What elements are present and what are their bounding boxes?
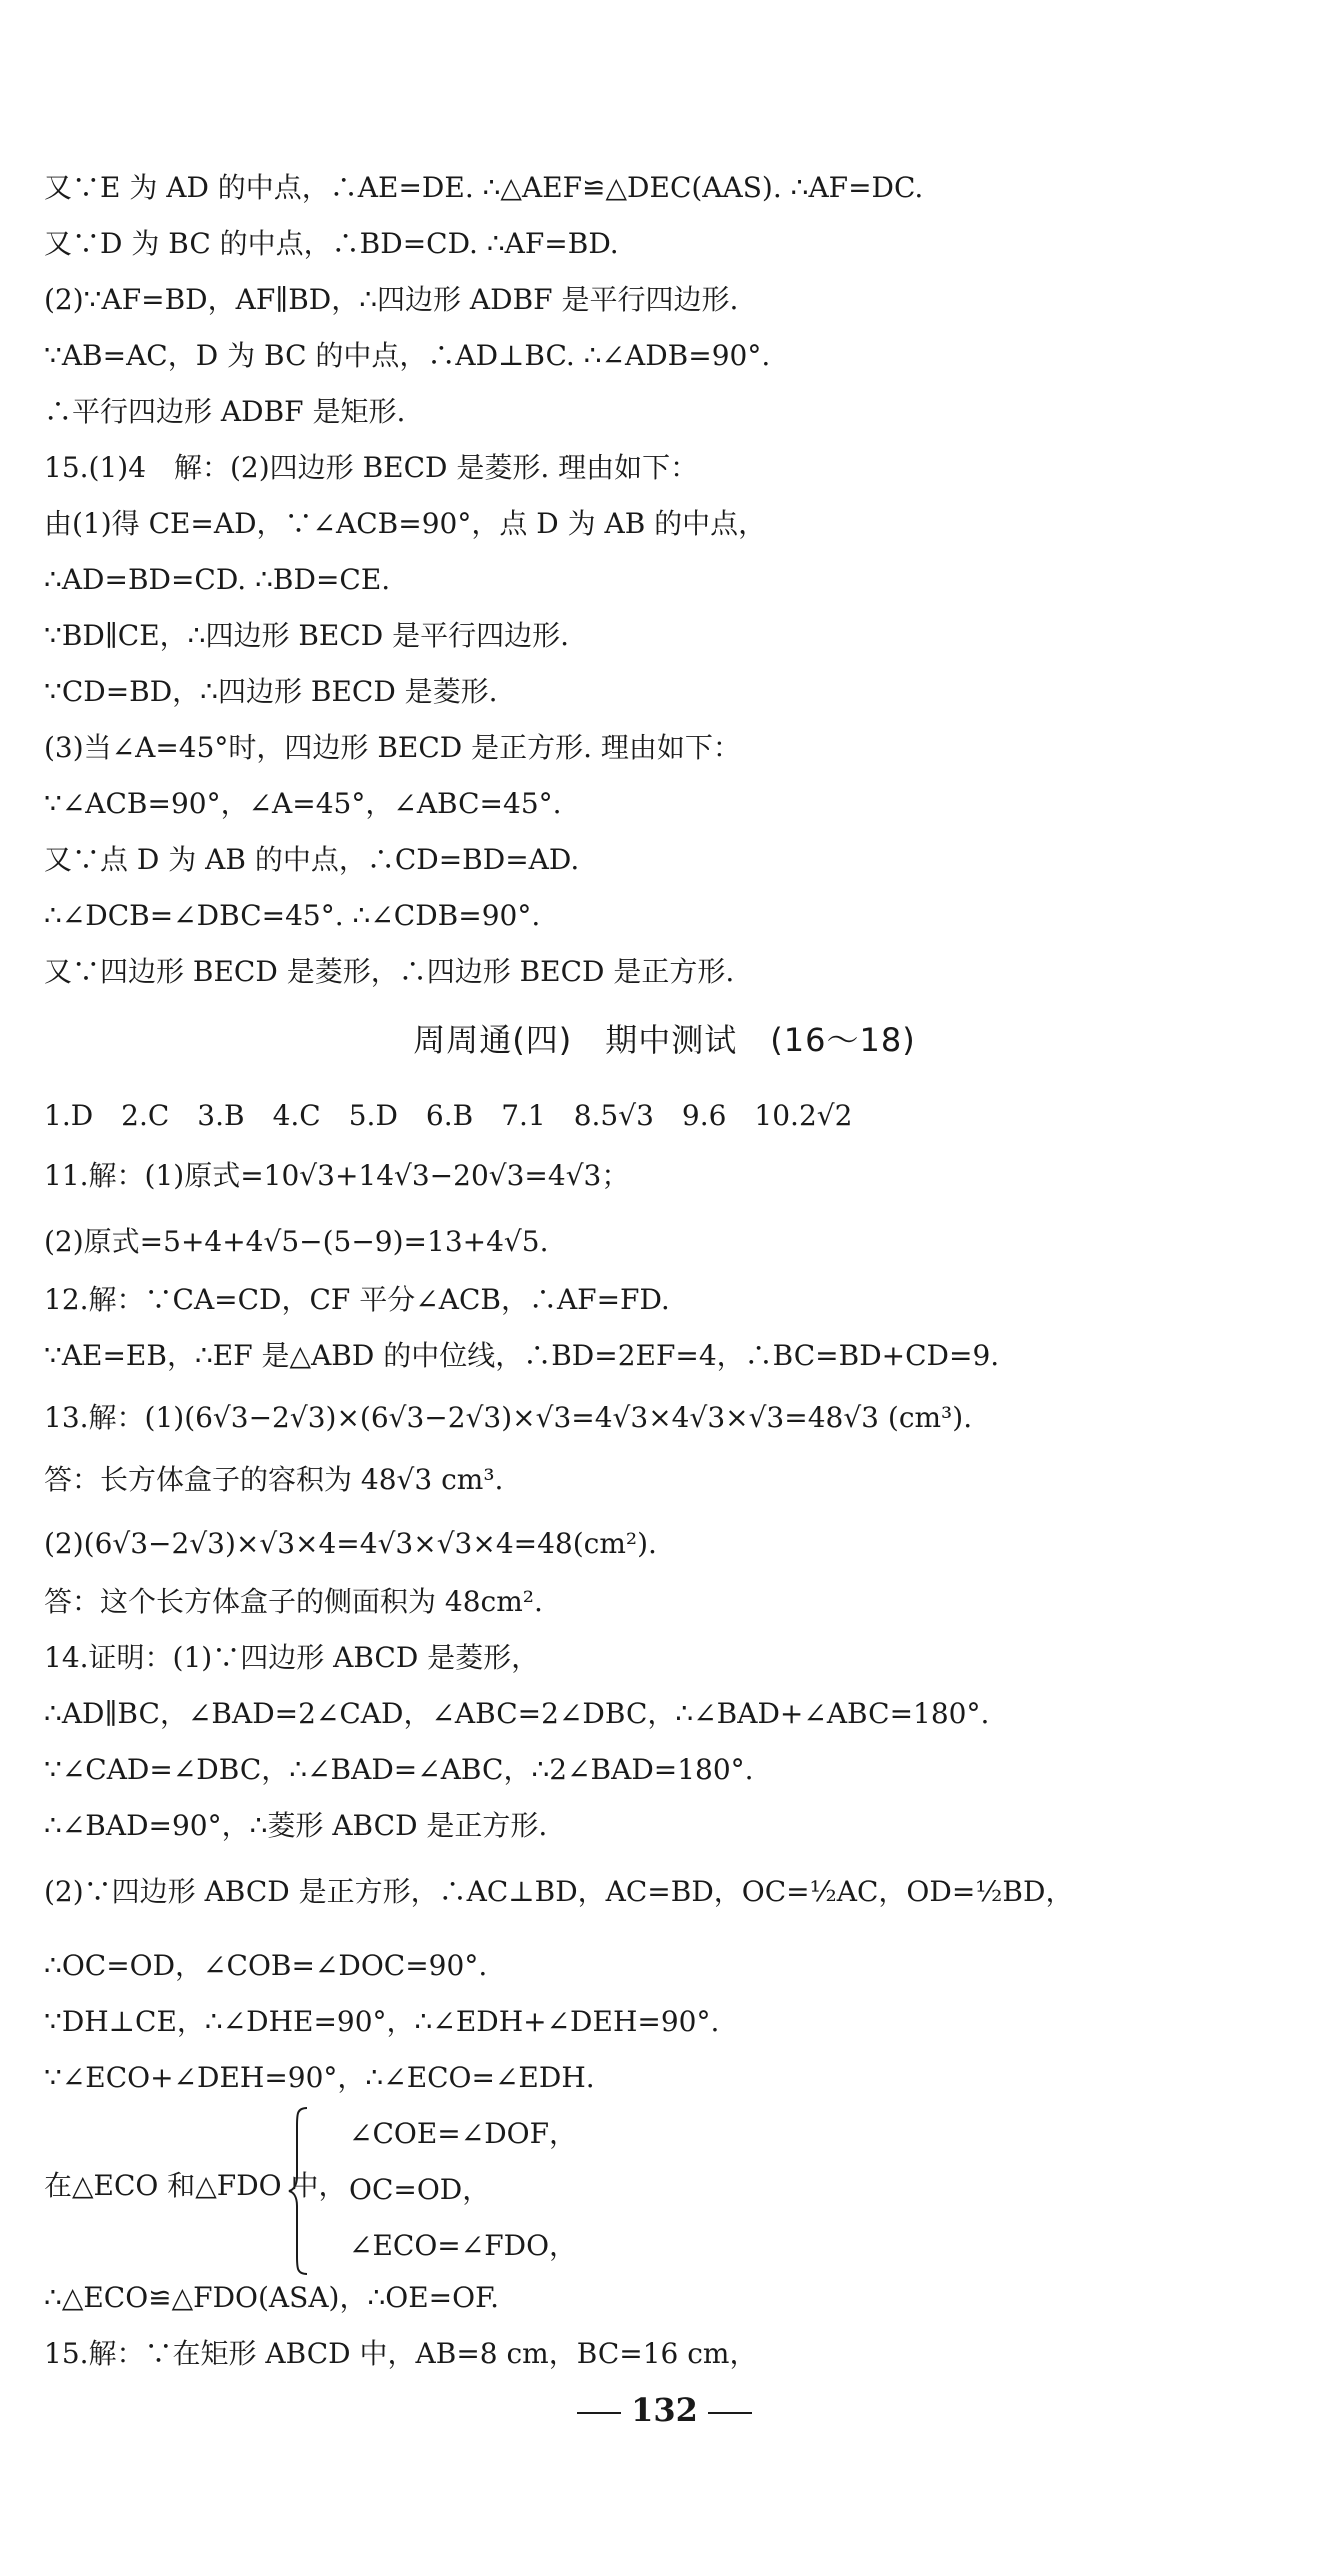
text-line: (3)当∠A=45°时，四边形 BECD 是正方形. 理由如下：	[44, 731, 741, 764]
text-line: 又∵E 为 AD 的中点，∴AE=DE. ∴△AEF≌△DEC(AAS). ∴AF=DC.	[44, 171, 924, 204]
dash-right	[708, 2412, 752, 2414]
text-line: 1.D 2.C 3.B 4.C 5.D 6.B 7.1 8.5√3 9.6 10.2√2	[44, 1099, 853, 1132]
section-title: 周周通(四) 期中测试 (16～18)	[413, 1021, 916, 1059]
text-line: ∴平行四边形 ADBF 是矩形.	[44, 395, 406, 428]
text-line: 14.证明：(1)∵四边形 ABCD 是菱形，	[44, 1641, 540, 1674]
system-item: ∠COE=∠DOF，	[349, 2117, 578, 2150]
text-line: (2)∵四边形 ABCD 是正方形，∴AC⊥BD，AC=BD，OC=½AC，OD=½BD，	[44, 1875, 1074, 1908]
text-line: (2)∵AF=BD，AF∥BD，∴四边形 ADBF 是平行四边形.	[44, 283, 739, 316]
text-line: ∵AB=AC，D 为 BC 的中点，∴AD⊥BC. ∴∠ADB=90°.	[44, 339, 771, 372]
text-line: ∵∠ECO+∠DEH=90°，∴∠ECO=∠EDH.	[44, 2061, 595, 2094]
system-label: 在△ECO 和△FDO 中，	[44, 2169, 347, 2202]
system-item: OC=OD，	[349, 2173, 491, 2206]
text-line: ∵DH⊥CE，∴∠DHE=90°，∴∠EDH+∠DEH=90°.	[44, 2005, 720, 2038]
page-number	[0, 2388, 1329, 2432]
text-line: (2)原式=5+4+4√5−(5−9)=13+4√5.	[44, 1225, 549, 1258]
page-number-value: 132	[631, 2391, 698, 2429]
text-line: 由(1)得 CE=AD，∵∠ACB=90°，点 D 为 AB 的中点，	[44, 507, 767, 540]
text-line: ∴△ECO≌△FDO(ASA)，∴OE=OF.	[44, 2281, 500, 2314]
text-line: (2)(6√3−2√3)×√3×4=4√3×√3×4=48(cm²).	[44, 1527, 657, 1560]
text-line: 答：这个长方体盒子的侧面积为 48cm².	[44, 1585, 543, 1618]
text-line: ∴AD∥BC，∠BAD=2∠CAD，∠ABC=2∠DBC，∴∠BAD+∠ABC=180°.	[44, 1697, 990, 1730]
text-line: ∴∠BAD=90°，∴菱形 ABCD 是正方形.	[44, 1809, 548, 1842]
text-line: ∵CD=BD，∴四边形 BECD 是菱形.	[44, 675, 498, 708]
left-brace-icon	[287, 2106, 309, 2276]
text-line: 答：长方体盒子的容积为 48√3 cm³.	[44, 1463, 504, 1496]
system-item: ∠ECO=∠FDO，	[349, 2229, 578, 2262]
text-line: ∵∠CAD=∠DBC，∴∠BAD=∠ABC，∴2∠BAD=180°.	[44, 1753, 754, 1786]
text-line: 15.(1)4 解：(2)四边形 BECD 是菱形. 理由如下：	[44, 451, 699, 484]
text-line: 又∵D 为 BC 的中点，∴BD=CD. ∴AF=BD.	[44, 227, 619, 260]
text-line: ∵∠ACB=90°，∠A=45°，∠ABC=45°.	[44, 787, 562, 820]
text-line: 11.解：(1)原式=10√3+14√3−20√3=4√3；	[44, 1159, 630, 1192]
text-line: 又∵四边形 BECD 是菱形，∴四边形 BECD 是正方形.	[44, 955, 735, 988]
text-line: ∴OC=OD，∠COB=∠DOC=90°.	[44, 1949, 488, 1982]
text-line: ∵BD∥CE，∴四边形 BECD 是平行四边形.	[44, 619, 570, 652]
text-line: ∴AD=BD=CD. ∴BD=CE.	[44, 563, 391, 596]
text-line: 12.解：∵CA=CD，CF 平分∠ACB，∴AF=FD.	[44, 1283, 670, 1316]
text-line: 又∵点 D 为 AB 的中点，∴CD=BD=AD.	[44, 843, 580, 876]
text-line: ∵AE=EB，∴EF 是△ABD 的中位线，∴BD=2EF=4，∴BC=BD+CD=9.	[44, 1339, 1000, 1372]
text-line: ∴∠DCB=∠DBC=45°. ∴∠CDB=90°.	[44, 899, 541, 932]
text-line: 15.解：∵在矩形 ABCD 中，AB=8 cm，BC=16 cm，	[44, 2337, 758, 2370]
dash-left	[577, 2412, 621, 2414]
text-line: 13.解：(1)(6√3−2√3)×(6√3−2√3)×√3=4√3×4√3×√3=48√3 (cm³).	[44, 1401, 973, 1434]
